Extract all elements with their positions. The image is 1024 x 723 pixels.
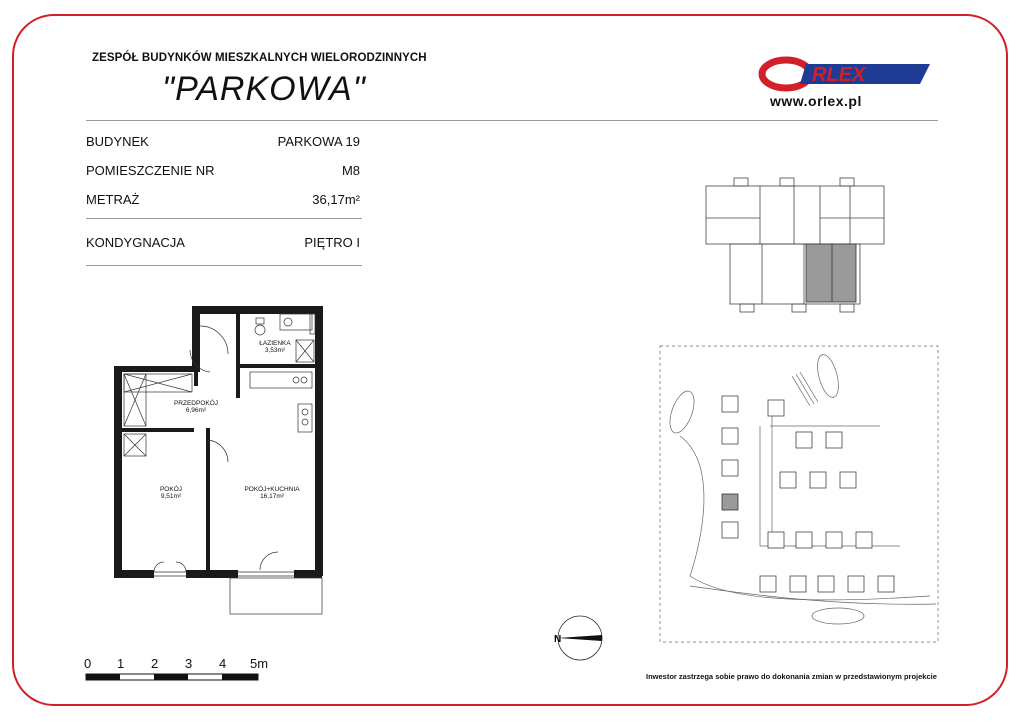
- room-name: POKÓJ+KUCHNIA: [244, 486, 300, 493]
- scale-label-2: 2: [151, 656, 159, 671]
- room-area: 9,51m²: [160, 493, 182, 500]
- info-value-building: PARKOWA 19: [277, 134, 360, 149]
- info-value-unit: M8: [341, 163, 360, 178]
- room-label-hallway: [168, 400, 224, 414]
- info-label-area: METRAŻ: [86, 192, 140, 207]
- room-name: ŁAZIENKA: [259, 340, 291, 347]
- room-area: 16,17m²: [260, 493, 284, 500]
- room-area: 3,53m²: [264, 347, 286, 354]
- room-name: PRZEDPOKÓJ: [173, 400, 219, 407]
- room-label-bedroom: [148, 486, 194, 500]
- room-name: POKÓJ: [159, 486, 183, 493]
- apartment-floor-plan: [110, 300, 340, 620]
- info-value-floor: PIĘTRO I: [304, 235, 360, 250]
- room-label-bathroom: [252, 340, 298, 354]
- disclaimer-text: Inwestor zastrzega sobie prawo do dokonania zmian w przedstawionym projekcie: [646, 672, 937, 681]
- compass-north-label: N: [554, 634, 562, 645]
- project-subtitle: ZESPÓŁ BUDYNKÓW MIESZKALNYCH WIELORODZINNYCH: [92, 52, 427, 64]
- info-label-floor: KONDYGNACJA: [86, 235, 185, 250]
- info-divider-2: [86, 265, 362, 266]
- info-label-unit: POMIESZCZENIE NR: [86, 163, 215, 178]
- header-divider: [86, 120, 938, 121]
- scale-bar: [86, 674, 258, 682]
- room-label-living-kitchen: [232, 486, 312, 500]
- scale-label-0: 0: [84, 656, 92, 671]
- scale-label-1: 1: [117, 656, 125, 671]
- website-url[interactable]: www.orlex.pl: [770, 93, 862, 109]
- info-value-area: 36,17m²: [312, 192, 360, 207]
- compass-icon: [550, 608, 610, 668]
- room-area: 6,96m²: [185, 407, 207, 414]
- logo-graphic: [760, 56, 940, 96]
- info-divider-1: [86, 218, 362, 219]
- highlighted-unit: [806, 244, 856, 302]
- highlighted-building: [722, 494, 738, 510]
- scale-label-4: 4: [219, 656, 227, 671]
- scale-label-5: 5m: [250, 656, 269, 671]
- building-floor-key-plan: [700, 178, 890, 318]
- site-plan: [660, 346, 940, 644]
- project-title: "PARKOWA": [162, 70, 366, 108]
- info-label-building: BUDYNEK: [86, 134, 149, 149]
- svg-text:RLEX: RLEX: [812, 64, 866, 86]
- scale-label-3: 3: [185, 656, 193, 671]
